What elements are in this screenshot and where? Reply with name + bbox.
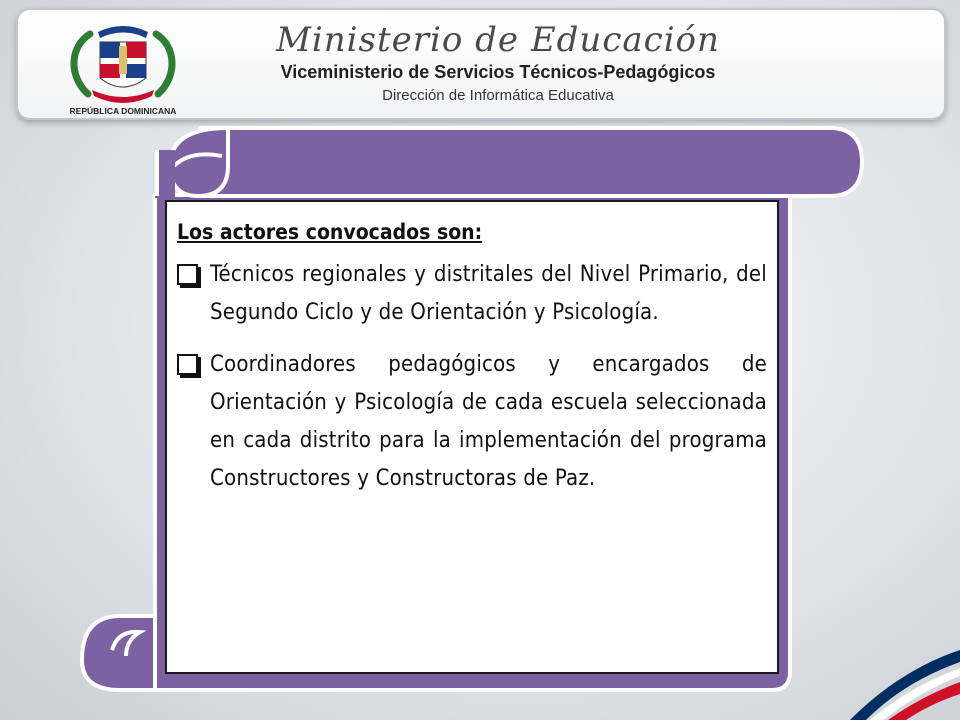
scroll-top-bar [200, 128, 862, 196]
bullet-text: Coordinadores pedagógicos y encargados de Orientación y Psicología de cada escuela seleccionada en cada distrito para la implementación del programa Constructores y Constructoras de Paz. [210, 352, 767, 491]
directorate-title: Dirección de Informática Educativa [382, 87, 614, 104]
ministry-title: Ministerio de Educación [276, 20, 720, 60]
checkbox-bullet-icon [177, 354, 198, 375]
list-item [177, 256, 767, 332]
lead-text: Los actores convocados son: [177, 220, 483, 244]
content-box [165, 200, 779, 674]
flag-ribbon-icon [840, 630, 960, 720]
bullet-text: Técnicos regionales y distritales del Nivel Primario, del Segundo Ciclo y de Orientación y Psicología. [210, 262, 767, 325]
vice-ministry-title: Viceministerio de Servicios Técnicos-Pedagógicos [280, 62, 716, 82]
list-item [177, 346, 767, 498]
checkbox-bullet-icon [177, 264, 198, 285]
seal-caption: REPÚBLICA DOMINICANA [69, 106, 177, 116]
scroll-bottom-curl [82, 616, 155, 690]
